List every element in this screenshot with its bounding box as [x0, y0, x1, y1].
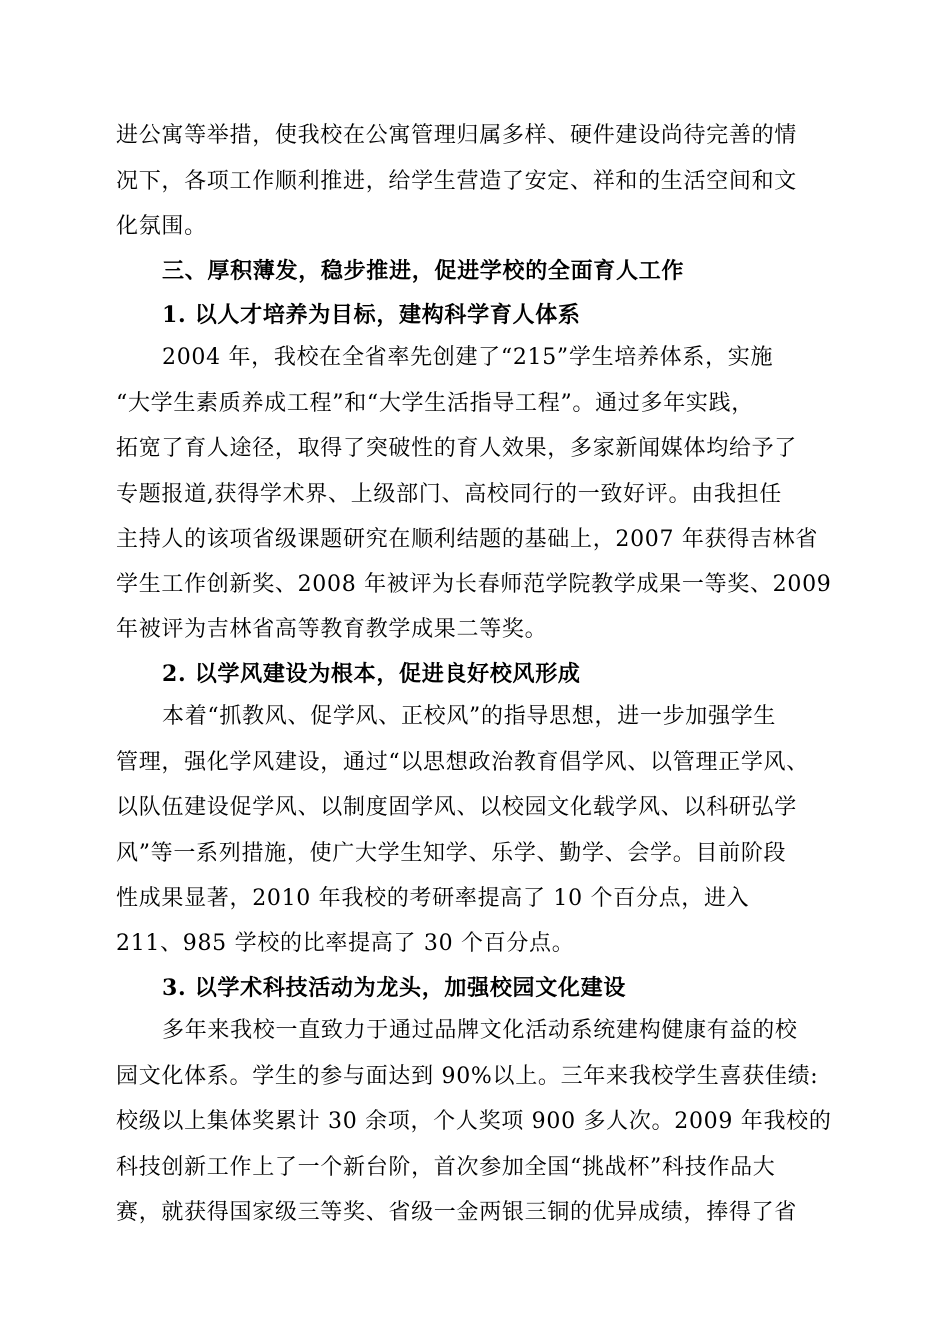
text-line-8: 拓宽了育人途径，取得了突破性的育人效果，多家新闻媒体均给予了	[116, 436, 798, 461]
text-line-12: 年被评为吉林省高等教育教学成果二等奖。	[116, 617, 548, 642]
text-line-17: 风”等一系列措施，使广大学生知学、乐学、勤学、会学。目前阶段	[116, 841, 787, 866]
text-line-24: 科技创新工作上了一个新台阶，首次参加全国“挑战杯”科技作品大	[116, 1155, 776, 1180]
text-line-25: 赛，就获得国家级三等奖、省级一金两银三铜的优异成绩，捧得了省	[116, 1200, 798, 1225]
text-line-16: 以队伍建设促学风、以制度固学风、以校园文化载学风、以科研弘学	[116, 795, 798, 820]
text-line-10: 主持人的该项省级课题研究在顺利结题的基础上，2007 年获得吉林省	[116, 527, 819, 552]
text-line-6: 2004 年，我校在全省率先创建了“215”学生培养体系，实施	[162, 345, 774, 370]
text-line-18: 性成果显著，2010 年我校的考研率提高了 10 个百分点，进入	[116, 886, 750, 911]
subheading-3: 3. 以学术科技活动为龙头，加强校园文化建设	[162, 975, 627, 1001]
text-line-3: 化氛围。	[116, 214, 207, 239]
text-line-11: 学生工作创新奖、2008 年被评为长春师范学院教学成果一等奖、2009	[116, 572, 832, 597]
subheading-2: 2. 以学风建设为根本，促进良好校风形成	[162, 661, 581, 687]
text-line-19: 211、985 学校的比率提高了 30 个百分点。	[116, 931, 575, 956]
text-line-2: 况下，各项工作顺利推进，给学生营造了安定、祥和的生活空间和文	[116, 169, 798, 194]
subheading-1: 1. 以人才培养为目标，建构科学育人体系	[162, 302, 581, 328]
text-line-14: 本着“抓教风、促学风、正校风”的指导思想，进一步加强学生	[162, 704, 777, 729]
text-line-23: 校级以上集体奖累计 30 余项，个人奖项 900 多人次。2009 年我校的	[116, 1109, 832, 1134]
text-line-9: 专题报道,获得学术界、上级部门、高校同行的一致好评。由我担任	[116, 482, 782, 507]
text-line-7: “大学生素质养成工程”和“大学生活指导工程”。通过多年实践，	[116, 391, 754, 416]
text-line-21: 多年来我校一直致力于通过品牌文化活动系统建构健康有益的校	[162, 1018, 798, 1043]
text-line-1: 进公寓等举措，使我校在公寓管理归属多样、硬件建设尚待完善的情	[116, 123, 798, 148]
text-line-15: 管理，强化学风建设，通过“以思想政治教育倡学风、以管理正学风、	[116, 750, 809, 775]
text-line-22: 园文化体系。学生的参与面达到 90%以上。三年来我校学生喜获佳绩:	[116, 1064, 819, 1089]
section-heading-3: 三、厚积薄发，稳步推进，促进学校的全面育人工作	[162, 258, 685, 284]
